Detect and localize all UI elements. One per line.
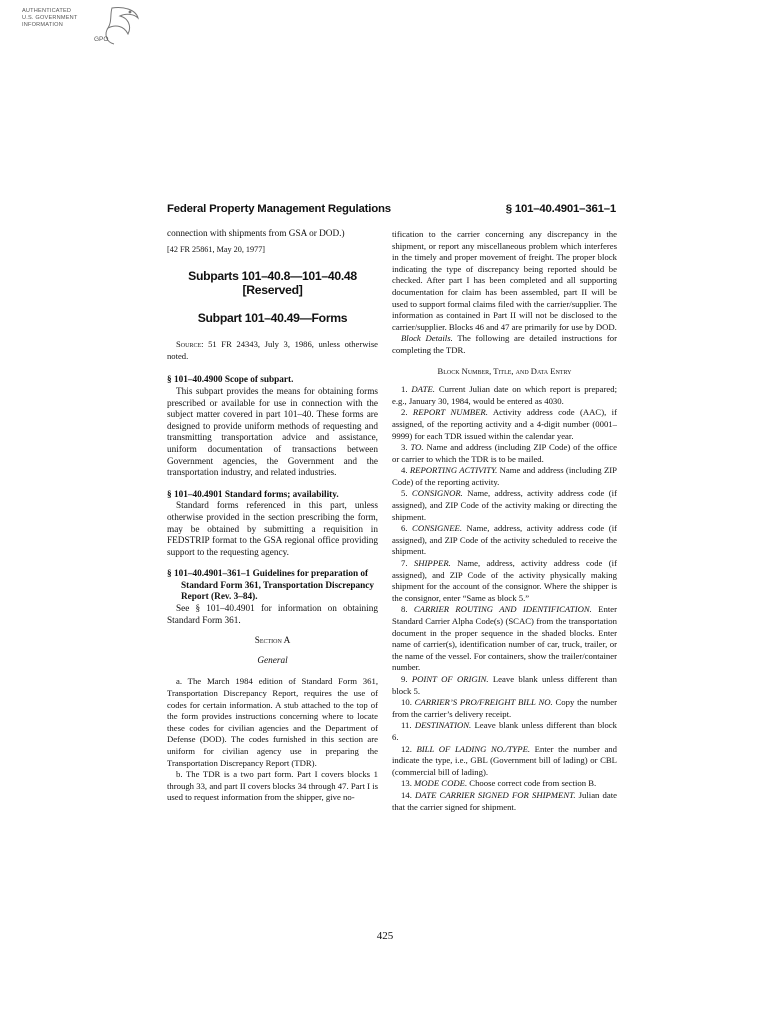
gpo-authentication-seal (8, 4, 142, 50)
seal-gpo-mark: GPO (94, 36, 109, 43)
block-item (392, 697, 617, 720)
block-item-text: Current Julian date on which report is prepared; e.g., January 30, 1984, would be entered as 4030. (392, 384, 618, 406)
block-item (392, 384, 617, 407)
paragraph: b. The TDR is a two part form. Part I covers blocks 1 through 33, and part II covers blocks 34 through 47. Part I is used to request information from the shipper, give no- (167, 769, 378, 803)
source-label: Source: (176, 339, 204, 350)
block-item-number: 2. (401, 407, 408, 418)
paragraph: a. The March 1984 edition of Standard Form 361, Transportation Discrepancy Report, requires the use of codes for certain information. A stub attached to the top of the form provides instructions concerning where to locate these codes for civilian agencies and the Department of Defense (DOD). The codes furnished in this section are uniform for civilian agency use in preparing the Transportation Discrepancy Report (TDR). (167, 676, 378, 768)
block-item-number: 7. (401, 558, 408, 569)
paragraph: connection with shipments from GSA or DOD.) (167, 229, 345, 239)
block-item (392, 465, 617, 488)
seal-text-line: INFORMATION (22, 22, 63, 28)
block-item-number: 11. (401, 720, 412, 731)
block-item-text: Name, address, activity address code (if assigned), and ZIP Code of the activity physically making shipment for the account of the consignor. Where the shipper is the consignor, enter “Same as block 5.” (392, 558, 617, 603)
paragraph: Standard forms referenced in this part, unless otherwise provided in the section prescribing the form, may be obtained by submitting a requisition in FEDSTRIP format to the GSA regional office providing support to the requesting agency. (167, 501, 378, 558)
block-item-text: Name and address (including ZIP Code) of the reporting activity. (392, 465, 617, 487)
block-item-title: TO. (410, 442, 424, 453)
block-item (392, 778, 617, 790)
block-item-number: 5. (401, 488, 408, 499)
block-item-text: Name, address, activity address code (if assigned), and ZIP Code of the activity making or directing the shipment. (392, 488, 617, 522)
block-item (392, 407, 617, 442)
block-item-number: 13. (401, 778, 412, 789)
block-item-title: REPORTING ACTIVITY. (409, 465, 498, 476)
block-item (392, 674, 617, 697)
section-heading: § 101–40.4901 Standard forms; availability. (167, 489, 339, 500)
block-item-title: CARRIER ROUTING AND IDENTIFICATION. (413, 604, 592, 615)
block-details-text: The following are detailed instructions for completing the TDR. (392, 333, 617, 355)
header-section-number: § 101–40.4901–361–1 (505, 203, 616, 215)
paragraph: This subpart provides the means for obtaining forms prescribed or available for use in connection with the subject matter covered in part 101–40. These forms are designed to provide uniform methods of requesting and transmitting transportation advice and assistance, uniform documentation of transactions between Government agencies, the Government and the transportation industry, and related industries. (167, 386, 378, 479)
block-item-text: Activity address code (AAC), if assigned, of the reporting activity and a 4-digit number (0001–9999) for each TDR issued within the calendar year. (392, 407, 617, 441)
running-header (167, 203, 616, 219)
subparts-heading-line: [Reserved] (242, 283, 303, 298)
block-item-number: 12. (401, 743, 412, 754)
block-item (392, 720, 617, 743)
block-item-number: 9. (401, 673, 408, 684)
block-item-text: Enter the number and indicate the type, i.e., GBL (Government bill of lading) or CBL (commercial bill of lading). (392, 743, 617, 777)
block-item-text: Leave blank unless different than block 5. (392, 673, 618, 696)
block-item-number: 6. (401, 523, 408, 534)
block-item-number: 8. (401, 604, 408, 615)
paragraph: See § 101–40.4901 for information on obtaining Standard Form 361. (167, 604, 378, 626)
citation: [42 FR 25861, May 20, 1977] (167, 244, 266, 254)
block-item (392, 523, 617, 558)
source-text: 51 FR 24343, July 3, 1986, unless otherwise noted. (167, 339, 378, 361)
block-details-label: Block Details. (401, 333, 453, 344)
block-item-title: POINT OF ORIGIN. (411, 673, 489, 684)
paragraph: tification to the carrier concerning any discrepancy in the shipment, or report any miscellaneous problem which interferes in the timely and proper movement of freight. The proper block indicating the type of discrepancy being reported should be checked. After part I has been completed and all supporting documentation for claim has been assembled, part II will be used to support formal claims filed with the carrier/supplier. The information as contained in Part II will not be disclosed to the carrier/supplier. Blocks 46 and 47 are primarily for use by DOD. (392, 229, 617, 332)
block-item-number: 1. (401, 384, 408, 395)
block-item (392, 744, 617, 779)
block-item-title: SHIPPER. (413, 558, 451, 569)
block-item (392, 604, 617, 674)
block-number-heading: Block Number, Title, and Data Entry (437, 365, 572, 376)
block-item (392, 488, 617, 523)
block-item-text: Copy the number from the carrier’s delivery receipt. (392, 697, 617, 719)
subparts-heading-line: Subparts 101–40.8—101–40.48 (188, 269, 357, 284)
block-item (392, 790, 617, 813)
block-item-title: CONSIGNOR. (411, 488, 463, 499)
block-item-title: CONSIGNEE. (412, 523, 462, 534)
block-item-number: 4. (401, 465, 408, 476)
seal-text-line: U.S. GOVERNMENT (22, 15, 78, 21)
block-item-title: MODE CODE. (414, 778, 468, 789)
block-item-title: DATE CARRIER SIGNED FOR SHIPMENT. (415, 789, 576, 800)
block-item-list (392, 384, 617, 813)
right-column (392, 229, 617, 813)
general-heading: General (257, 655, 288, 666)
block-item-number: 14. (401, 789, 412, 800)
section-heading: § 101–40.4900 Scope of subpart. (167, 375, 294, 386)
block-item-title: BILL OF LADING NO./TYPE. (416, 743, 531, 754)
block-item-title: CARRIER’S PRO/FREIGHT BILL NO. (414, 697, 553, 708)
section-heading: § 101–40.4901–361–1 Guidelines for preparation of Standard Form 361, Transportation Discrepancy Report (Rev. 3–84). (167, 569, 374, 603)
block-item (392, 442, 617, 465)
block-details-paragraph (392, 333, 617, 356)
subparts-heading (167, 269, 378, 297)
section-a-heading: Section A (254, 636, 291, 647)
block-item-text: Name, address, activity address code (if assigned), and ZIP Code of the activity scheduled to receive the shipment. (392, 523, 617, 557)
seal-text-line: AUTHENTICATED (22, 8, 72, 14)
block-item-title: REPORT NUMBER. (412, 407, 488, 418)
block-item-title: DATE. (411, 384, 435, 395)
block-item-number: 3. (401, 442, 408, 453)
block-item-text: Choose correct code from section B. (467, 778, 597, 789)
source-note (167, 339, 378, 362)
header-title: Federal Property Management Regulations (167, 203, 391, 215)
block-item-text: Enter Standard Carrier Alpha Code(s) (SCAC) from the transportation document in the proper sequence in the shaded blocks. Enter name of carrier(s), identification number of car, truck, trailer, or the name of the vessel. For containers, show the trailer/container number. (392, 604, 617, 673)
subpart-heading: Subpart 101–40.49—Forms (197, 311, 348, 326)
block-item (392, 558, 617, 604)
block-item-title: DESTINATION. (414, 720, 472, 731)
block-item-text: Name and address (including ZIP Code) of the office or carrier to which the TDR is to be mailed. (392, 442, 618, 464)
left-column (167, 229, 378, 804)
block-item-text: Leave blank unless different than block 6. (392, 720, 618, 742)
block-item-text: Julian date that the carrier signed for shipment. (392, 789, 618, 812)
block-item-number: 10. (401, 697, 412, 708)
page-number: 425 (376, 930, 394, 942)
